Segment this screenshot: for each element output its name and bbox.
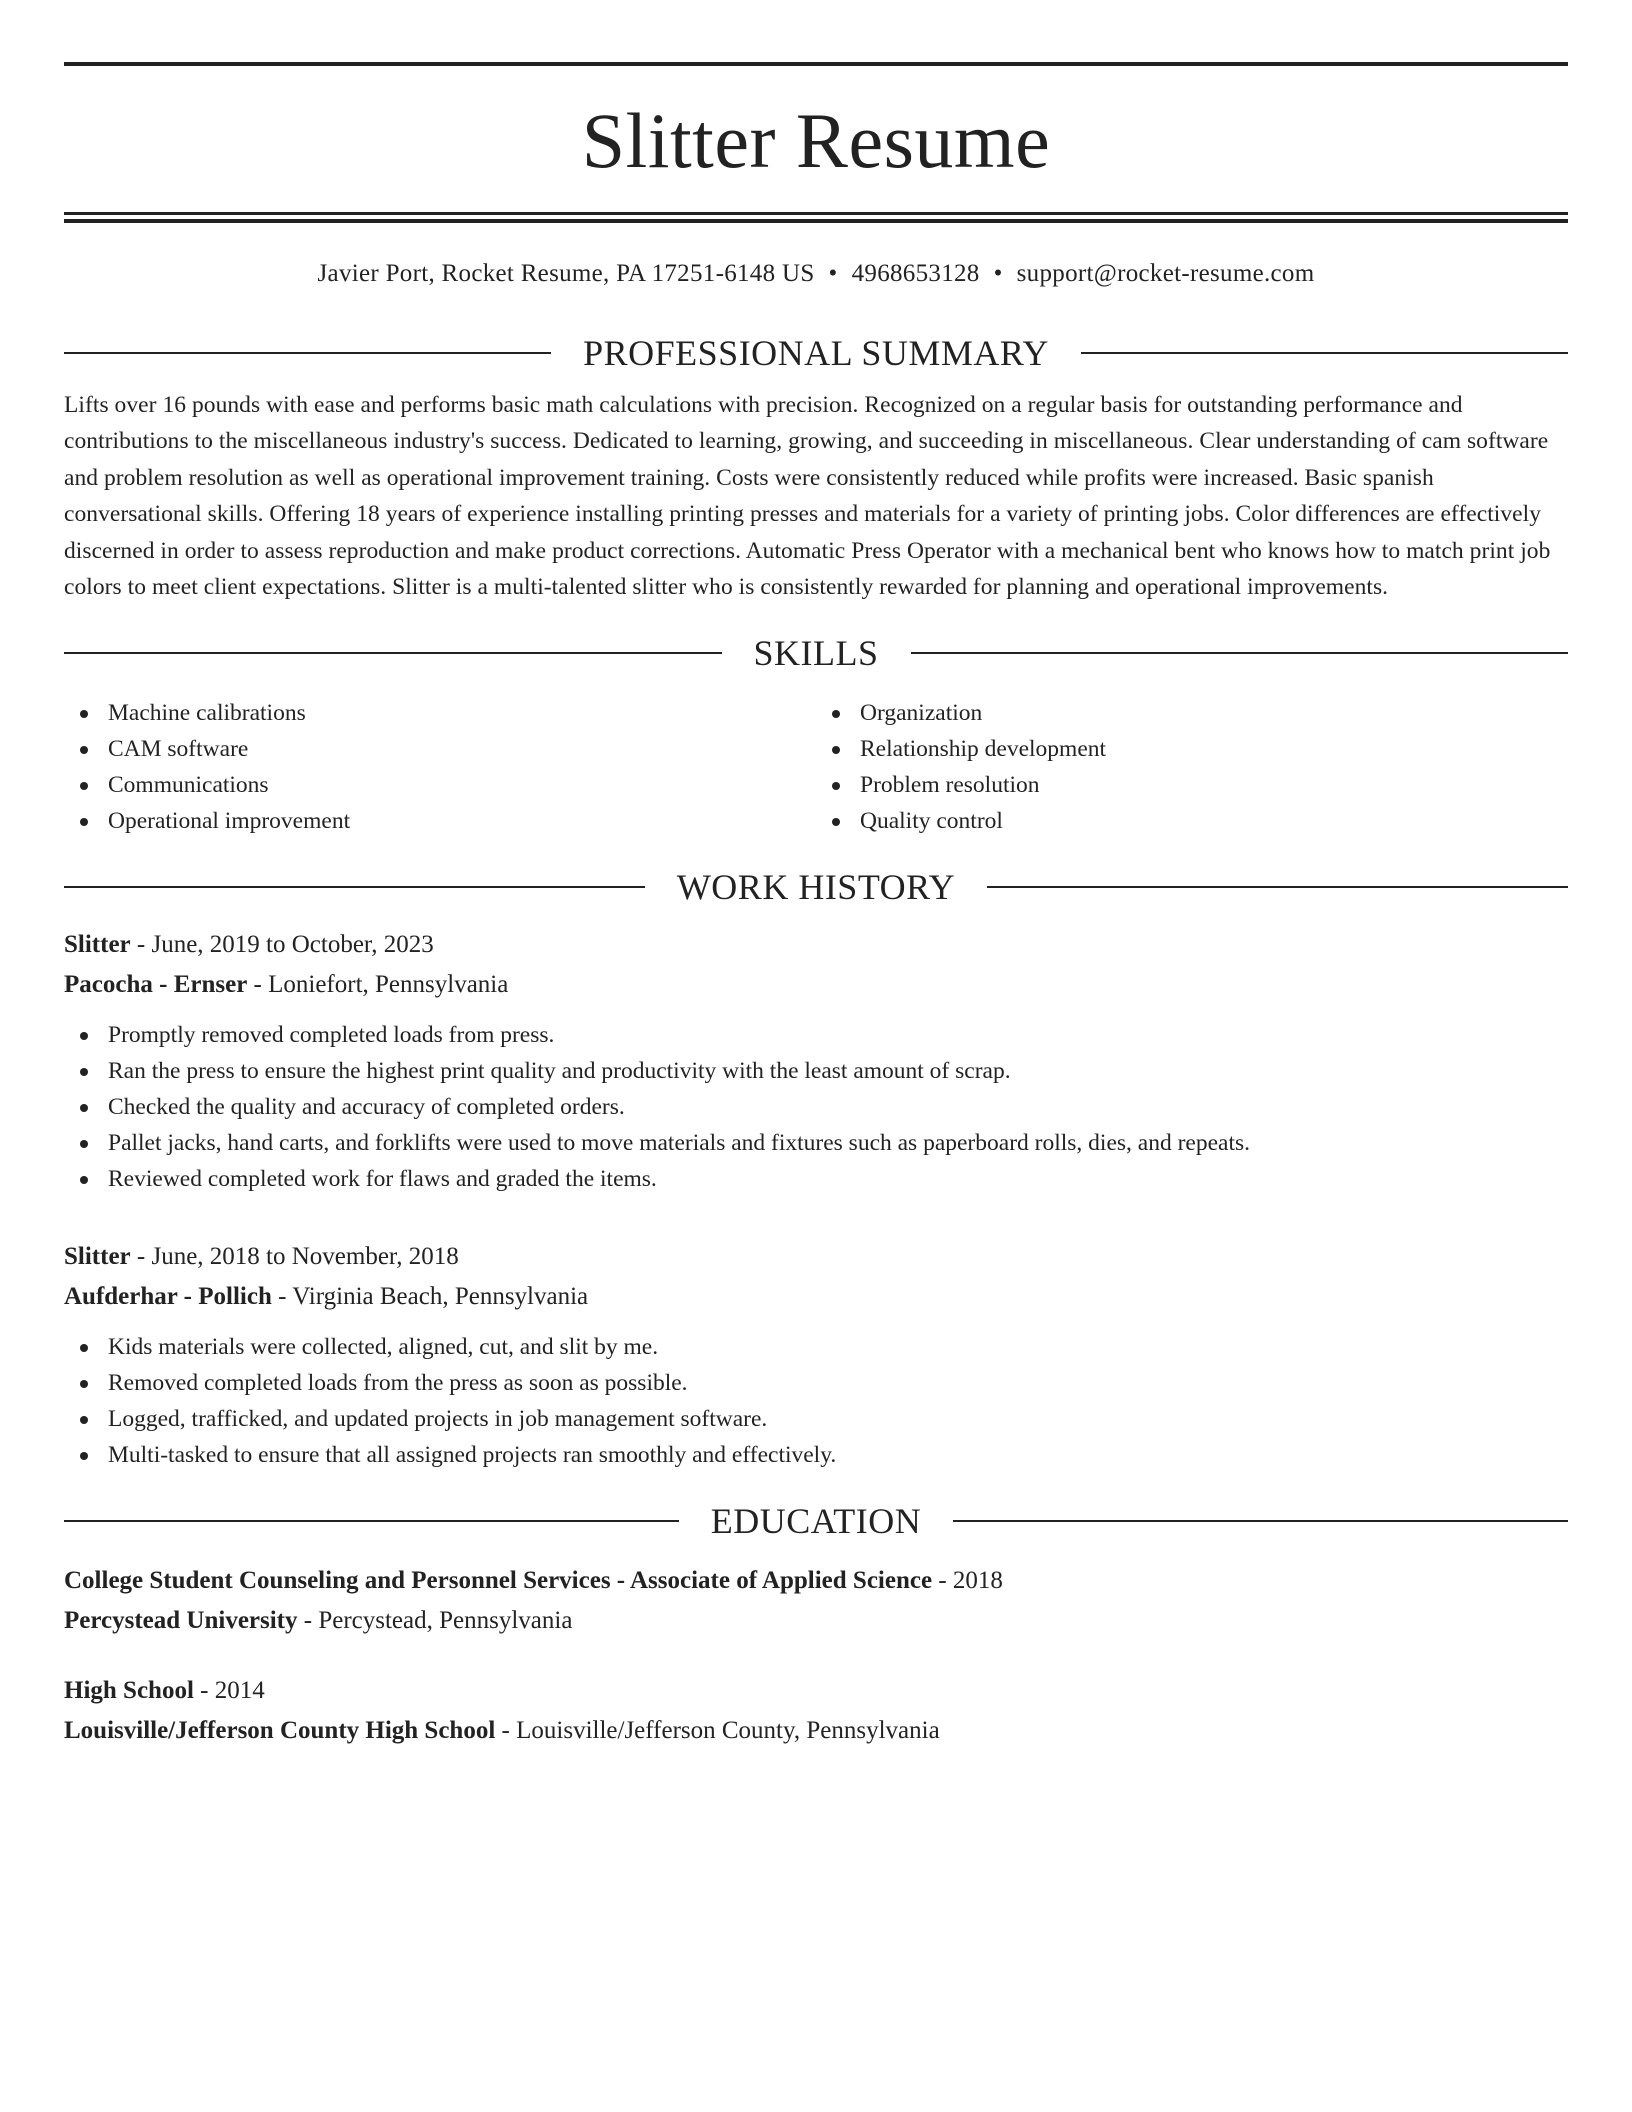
job-location: - Loniefort, Pennsylvania xyxy=(247,971,509,999)
job-duty-item: Removed completed loads from the press as soon as possible. xyxy=(64,1365,1568,1401)
job-company-line xyxy=(64,965,1568,1005)
divider-line xyxy=(911,652,1569,654)
job-duty-item: Logged, trafficked, and updated projects in job management software. xyxy=(64,1401,1568,1437)
job-title: Slitter xyxy=(64,1243,131,1271)
section-header-work xyxy=(64,867,1568,907)
education-location: - Percystead, Pennsylvania xyxy=(297,1607,573,1635)
top-rule xyxy=(64,62,1568,66)
job-location: - Virginia Beach, Pennsylvania xyxy=(271,1283,589,1311)
divider-line xyxy=(987,886,1568,888)
skill-item: Operational improvement xyxy=(64,803,816,839)
section-header-skills xyxy=(64,633,1568,673)
job-title-line xyxy=(64,925,1568,965)
resume-title: Slitter Resume xyxy=(581,97,1051,184)
job-duties xyxy=(64,1329,1568,1473)
education-school: Percystead University xyxy=(64,1607,298,1635)
section-title-summary: PROFESSIONAL SUMMARY xyxy=(583,333,1049,373)
skill-item: Problem resolution xyxy=(816,767,1568,803)
divider-line xyxy=(64,886,645,888)
education-degree-line xyxy=(64,1561,1568,1601)
skills-column-left xyxy=(64,695,816,839)
education-school-line xyxy=(64,1711,1568,1751)
job-dates: - June, 2019 to October, 2023 xyxy=(130,931,434,959)
job-company: Aufderhar - Pollich xyxy=(64,1283,272,1311)
section-title-skills: SKILLS xyxy=(753,633,879,674)
divider-line xyxy=(953,1520,1568,1522)
education-entry xyxy=(64,1671,1568,1751)
job-duty-item: Promptly removed completed loads from press. xyxy=(64,1017,1568,1053)
contact-address: Javier Port, Rocket Resume, PA 17251-6148 US xyxy=(317,260,815,287)
divider-line xyxy=(1081,352,1568,354)
education-degree: High School xyxy=(64,1677,194,1705)
summary-paragraph: Lifts over 16 pounds with ease and performs basic math calculations with precision. Recognized on a regular basis for outstanding performance and contributions to the miscellaneous industry's success. Dedicated to learning, growing, and succeeding in miscellaneous. Clear understanding of cam software and problem resolution as well as operational improvement training. Costs were consistently reduced while profits were increased. Basic spanish conversational skills. Offering 18 years of experience installing printing presses and materials for a variety of printing jobs. Color differences are effectively discerned in order to assess reproduction and make product corrections. Automatic Press Operator with a mechanical bent who knows how to match print job colors to meet client expectations. Slitter is a multi-talented slitter who is consistently rewarded for planning and operational improvements. xyxy=(64,392,1551,601)
education-school: Louisville/Jefferson County High School xyxy=(64,1717,496,1745)
section-title-work: WORK HISTORY xyxy=(676,867,956,908)
job-duties xyxy=(64,1017,1568,1197)
education-entry xyxy=(64,1561,1568,1641)
contact-separator: • xyxy=(993,260,1003,287)
education-degree-line xyxy=(64,1671,1568,1711)
skill-item: Machine calibrations xyxy=(64,695,816,731)
skill-item: Relationship development xyxy=(816,731,1568,767)
job-entry xyxy=(64,1237,1568,1473)
section-header-summary xyxy=(64,333,1568,373)
contact-separator: • xyxy=(828,260,838,287)
job-company: Pacocha - Ernser xyxy=(64,971,248,999)
job-duty-item: Pallet jacks, hand carts, and forklifts were used to move materials and fixtures such as paperboard rolls, dies, and repeats. xyxy=(64,1125,1568,1161)
contact-line xyxy=(64,259,1568,289)
skills-column-right xyxy=(816,695,1568,839)
education-year: - 2018 xyxy=(932,1567,1003,1595)
skill-item: CAM software xyxy=(64,731,816,767)
job-title-line xyxy=(64,1237,1568,1277)
job-entry xyxy=(64,925,1568,1197)
job-duty-item: Reviewed completed work for flaws and graded the items. xyxy=(64,1161,1568,1197)
job-dates: - June, 2018 to November, 2018 xyxy=(130,1243,459,1271)
job-duty-item: Ran the press to ensure the highest print quality and productivity with the least amount of scrap. xyxy=(64,1053,1568,1089)
skill-item: Organization xyxy=(816,695,1568,731)
skill-item: Communications xyxy=(64,767,816,803)
skill-item: Quality control xyxy=(816,803,1568,839)
divider-line xyxy=(64,1520,679,1522)
title-double-rule xyxy=(64,212,1568,223)
skills-list xyxy=(64,695,1568,839)
education-school-line xyxy=(64,1601,1568,1641)
education-degree: College Student Counseling and Personnel Services - Associate of Applied Science xyxy=(64,1567,933,1595)
job-duty-item: Checked the quality and accuracy of completed orders. xyxy=(64,1089,1568,1125)
education-year: - 2014 xyxy=(193,1677,265,1705)
job-title: Slitter xyxy=(64,931,131,959)
contact-phone: 4968653128 xyxy=(851,260,980,287)
section-header-education xyxy=(64,1501,1568,1541)
job-company-line xyxy=(64,1277,1568,1317)
contact-email: support@rocket-resume.com xyxy=(1016,260,1315,287)
job-duty-item: Kids materials were collected, aligned, cut, and slit by me. xyxy=(64,1329,1568,1365)
divider-line xyxy=(64,352,551,354)
education-location: - Louisville/Jefferson County, Pennsylvania xyxy=(495,1717,940,1745)
divider-line xyxy=(64,652,722,654)
section-title-education: EDUCATION xyxy=(710,1501,922,1542)
job-duty-item: Multi-tasked to ensure that all assigned projects ran smoothly and effectively. xyxy=(64,1437,1568,1473)
